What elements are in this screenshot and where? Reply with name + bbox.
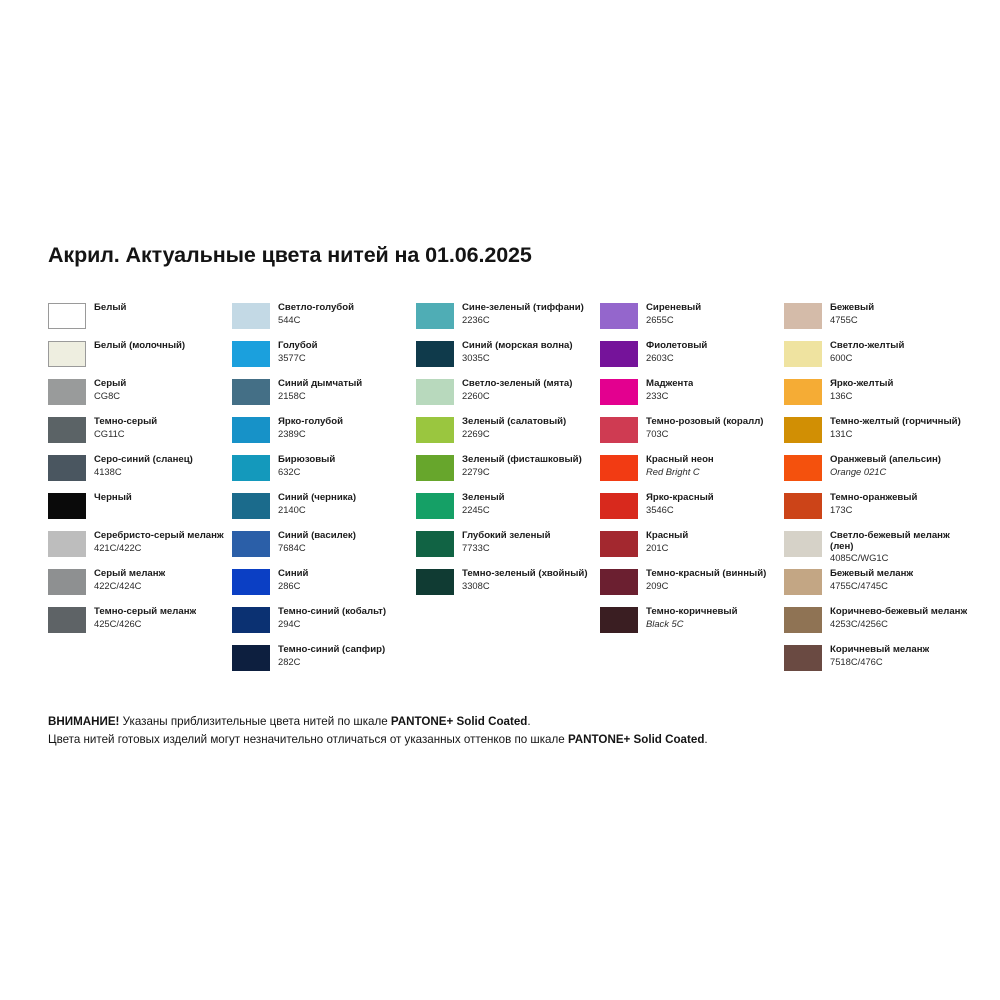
color-labels: [454, 493, 505, 515]
color-labels: [822, 569, 913, 591]
color-column: [416, 303, 600, 683]
color-code: 600C: [830, 351, 853, 363]
color-labels: [86, 379, 126, 401]
color-name: Светло-голубой: [278, 303, 354, 313]
color-name: Ярко-голубой: [278, 417, 343, 427]
color-labels: [86, 569, 165, 591]
color-name: Темно-зеленый (хвойный): [462, 569, 588, 579]
color-swatch-row: [600, 455, 784, 493]
color-name: Черный: [94, 493, 132, 503]
color-code: 136C: [830, 389, 853, 401]
color-swatch-row: [784, 607, 968, 645]
color-chip: [232, 493, 270, 519]
color-name: Серо-синий (сланец): [94, 455, 193, 465]
color-labels: [86, 607, 196, 629]
color-name: Темно-серый меланж: [94, 607, 197, 617]
color-name: Темно-оранжевый: [830, 493, 918, 503]
color-chip: [48, 303, 86, 329]
color-chip: [232, 379, 270, 405]
color-swatch-row: [416, 569, 600, 607]
color-chip: [232, 645, 270, 671]
color-swatch-row: [784, 455, 968, 493]
color-code: CG8C: [94, 389, 121, 401]
color-code: 544C: [278, 313, 301, 325]
color-code: 4755C/4745C: [830, 579, 888, 591]
color-chip: [600, 569, 638, 595]
color-chip: [232, 531, 270, 557]
color-name: Синий (морская волна): [462, 341, 573, 351]
color-swatch-row: [784, 417, 968, 455]
color-chip: [48, 493, 86, 519]
color-name: Коричневый меланж: [830, 645, 930, 655]
color-labels: [822, 341, 904, 363]
color-swatch-row: [600, 303, 784, 341]
color-labels: [270, 455, 335, 477]
color-chip: [600, 341, 638, 367]
color-labels: [454, 341, 573, 363]
color-code: 282C: [278, 655, 301, 667]
color-swatch-row: [784, 493, 968, 531]
color-labels: [270, 341, 318, 363]
color-name: Маджента: [646, 379, 694, 389]
color-swatch-row: [232, 455, 416, 493]
color-labels: [86, 417, 157, 439]
color-labels: [638, 341, 707, 363]
color-name: Сиреневый: [646, 303, 702, 313]
pantone-label-2: PANTONE+ Solid Coated: [567, 732, 705, 746]
color-labels: [454, 569, 588, 591]
footer-line-1-text: Указаны приблизительные цвета нитей по шкале: [119, 715, 391, 728]
color-code: 286C: [278, 579, 301, 591]
color-chip: [784, 379, 822, 405]
color-chip: [600, 417, 638, 443]
color-labels: [638, 569, 766, 591]
page-title: Акрил. Актуальные цвета нитей на 01.06.2025: [48, 243, 532, 267]
color-name: Голубой: [278, 341, 318, 351]
color-code: 3035C: [462, 351, 490, 363]
color-labels: [86, 493, 132, 505]
color-swatch-row: [232, 379, 416, 417]
color-chip: [416, 379, 454, 405]
color-labels: [270, 645, 385, 667]
color-name: Темно-серый: [94, 417, 158, 427]
color-name: Зеленый (фисташковый): [462, 455, 582, 465]
color-labels: [822, 645, 929, 667]
color-name: Ярко-красный: [646, 493, 714, 503]
color-labels: [638, 379, 693, 401]
color-swatch-row: [232, 645, 416, 683]
color-labels: [822, 417, 961, 439]
color-name: Зеленый (салатовый): [462, 417, 567, 427]
color-swatch-row: [600, 531, 784, 569]
color-swatch-row: [48, 607, 232, 645]
color-chip: [416, 417, 454, 443]
color-name: Синий: [278, 569, 309, 579]
color-chip: [416, 493, 454, 519]
color-labels: [270, 303, 354, 325]
color-name: Бежевый меланж: [830, 569, 914, 579]
color-labels: [86, 455, 193, 477]
color-labels: [454, 531, 550, 553]
color-name: Ярко-желтый: [830, 379, 894, 389]
color-swatch-row: [48, 455, 232, 493]
color-swatch-row: [48, 493, 232, 531]
color-swatch-row: [784, 341, 968, 379]
color-name: Синий (черника): [278, 493, 357, 503]
color-code: Red Bright C: [646, 465, 700, 477]
color-column: [600, 303, 784, 683]
color-labels: [638, 417, 764, 439]
color-chip: [232, 341, 270, 367]
color-columns: [48, 303, 968, 683]
color-code: 173C: [830, 503, 853, 515]
color-name: Глубокий зеленый: [462, 531, 551, 541]
footer-line-2: [48, 731, 948, 749]
color-code: 3577C: [278, 351, 306, 363]
color-swatch-row: [784, 379, 968, 417]
color-labels: [86, 531, 224, 553]
color-swatch-row: [232, 569, 416, 607]
color-name: Темно-синий (кобальт): [278, 607, 387, 617]
color-name: Серебристо-серый меланж: [94, 531, 224, 541]
color-labels: [638, 607, 738, 629]
color-swatch-row: [600, 341, 784, 379]
color-swatch-row: [232, 607, 416, 645]
color-swatch-row: [600, 379, 784, 417]
footer-line-2-end: .: [704, 732, 708, 746]
color-swatch-row: [48, 569, 232, 607]
color-labels: [454, 303, 584, 325]
color-swatch-row: [784, 531, 968, 569]
color-swatch-row: [416, 341, 600, 379]
color-chip: [416, 531, 454, 557]
color-swatch-row: [48, 531, 232, 569]
color-code: 7733C: [462, 541, 490, 553]
color-swatch-row: [232, 493, 416, 531]
color-swatch-row: [48, 379, 232, 417]
color-chip: [48, 455, 86, 481]
color-chip: [232, 455, 270, 481]
color-code: 2269C: [462, 427, 490, 439]
color-code: 4085C/WG1C: [830, 552, 889, 564]
color-labels: [638, 455, 714, 477]
color-labels: [822, 379, 893, 401]
color-swatch-row: [600, 417, 784, 455]
color-name: Темно-красный (винный): [646, 569, 767, 579]
color-chip: [600, 607, 638, 633]
color-swatch-row: [416, 303, 600, 341]
color-labels: [86, 303, 126, 315]
color-chip: [416, 341, 454, 367]
color-swatch-row: [48, 303, 232, 341]
color-labels: [270, 607, 386, 629]
color-swatch-row: [600, 607, 784, 645]
color-name: Темно-желтый (горчичный): [830, 417, 961, 427]
color-code: 4253C/4256C: [830, 617, 888, 629]
color-code: 7518C/476C: [830, 655, 883, 667]
color-labels: [270, 569, 308, 591]
footer-line-2-text: Цвета нитей готовых изделий могут незначительно отличаться от указанных оттенков по шкале: [48, 732, 568, 746]
attention-label: ВНИМАНИЕ!: [48, 715, 120, 728]
color-chip: [416, 569, 454, 595]
color-labels: [454, 455, 582, 477]
color-chip: [784, 607, 822, 633]
color-chip: [48, 417, 86, 443]
color-swatch-row: [600, 493, 784, 531]
color-name: Белый (молочный): [94, 341, 186, 351]
color-chip: [600, 531, 638, 557]
color-name: Темно-розовый (коралл): [646, 417, 764, 427]
color-chip: [48, 607, 86, 633]
color-chip: [600, 379, 638, 405]
color-labels: [822, 607, 967, 629]
footer-line-1-end: .: [527, 715, 531, 728]
color-code: 209C: [646, 579, 669, 591]
color-chip: [600, 455, 638, 481]
color-code: 2655C: [646, 313, 674, 325]
color-code: Orange 021C: [830, 465, 887, 477]
color-code: 2245C: [462, 503, 490, 515]
color-chip: [784, 303, 822, 329]
color-swatch-row: [416, 493, 600, 531]
color-labels: [822, 531, 968, 564]
color-labels: [270, 379, 362, 401]
color-name: Светло-желтый: [830, 341, 905, 351]
color-swatch-row: [416, 417, 600, 455]
color-code: 2279C: [462, 465, 490, 477]
color-code: 3308C: [462, 579, 490, 591]
color-chip: [48, 569, 86, 595]
color-labels: [270, 417, 343, 439]
color-labels: [822, 455, 941, 477]
color-labels: [86, 341, 185, 353]
color-chip: [416, 455, 454, 481]
color-labels: [454, 417, 566, 439]
color-swatch-row: [416, 531, 600, 569]
color-name: Фиолетовый: [646, 341, 708, 351]
color-code: 4755C: [830, 313, 858, 325]
color-code: 294C: [278, 617, 301, 629]
color-code: 7684C: [278, 541, 306, 553]
color-labels: [822, 493, 917, 515]
color-code: 632C: [278, 465, 301, 477]
color-name: Красный: [646, 531, 689, 541]
color-name: Светло-зеленый (мята): [462, 379, 573, 389]
color-code: 2158C: [278, 389, 306, 401]
color-code: 233C: [646, 389, 669, 401]
color-labels: [270, 493, 356, 515]
color-swatch-row: [600, 569, 784, 607]
color-swatch-row: [232, 303, 416, 341]
color-code: 425C/426C: [94, 617, 142, 629]
color-chip: [784, 341, 822, 367]
color-chip: [48, 379, 86, 405]
color-name: Светло-бежевый меланж (лен): [830, 531, 950, 552]
color-chip: [784, 493, 822, 519]
color-name: Коричнево-бежевый меланж: [830, 607, 968, 617]
color-swatch-row: [416, 455, 600, 493]
color-chip: [232, 569, 270, 595]
footer-note: [48, 713, 948, 749]
color-name: Белый: [94, 303, 127, 313]
color-swatch-row: [416, 379, 600, 417]
color-swatch-row: [784, 569, 968, 607]
color-swatch-row: [232, 417, 416, 455]
color-code: Black 5C: [646, 617, 684, 629]
color-chip: [232, 607, 270, 633]
pantone-label-1: PANTONE+ Solid Coated: [390, 715, 528, 728]
color-name: Серый меланж: [94, 569, 166, 579]
color-name: Синий (василек): [278, 531, 356, 541]
color-labels: [454, 379, 572, 401]
color-code: 2140C: [278, 503, 306, 515]
color-chip: [784, 569, 822, 595]
color-name: Сине-зеленый (тиффани): [462, 303, 584, 313]
color-name: Синий дымчатый: [278, 379, 363, 389]
color-column: [48, 303, 232, 683]
color-chip: [600, 493, 638, 519]
color-labels: [638, 531, 688, 553]
color-code: 2260C: [462, 389, 490, 401]
color-swatch-row: [232, 531, 416, 569]
color-column: [784, 303, 968, 683]
color-labels: [822, 303, 874, 325]
color-swatch-row: [48, 341, 232, 379]
color-swatch-row: [232, 341, 416, 379]
color-code: 703C: [646, 427, 669, 439]
color-name: Серый: [94, 379, 127, 389]
color-code: 4138C: [94, 465, 122, 477]
color-code: 422C/424C: [94, 579, 142, 591]
color-code: 421C/422C: [94, 541, 142, 553]
color-chip: [232, 303, 270, 329]
color-code: 131C: [830, 427, 853, 439]
color-name: Оранжевый (апельсин): [830, 455, 941, 465]
color-labels: [638, 303, 701, 325]
footer-line-1: [48, 713, 948, 731]
color-labels: [638, 493, 714, 515]
color-name: Бежевый: [830, 303, 875, 313]
color-name: Красный неон: [646, 455, 714, 465]
color-name: Бирюзовый: [278, 455, 336, 465]
color-column: [232, 303, 416, 683]
color-chip: [232, 417, 270, 443]
color-code: CG11C: [94, 427, 125, 439]
color-code: 201C: [646, 541, 669, 553]
color-chip: [784, 645, 822, 671]
color-chip: [784, 455, 822, 481]
color-code: 2389C: [278, 427, 306, 439]
color-code: 2236C: [462, 313, 490, 325]
color-chip: [600, 303, 638, 329]
color-chip: [48, 341, 86, 367]
color-chip: [784, 531, 822, 557]
color-name: Зеленый: [462, 493, 505, 503]
color-name: Темно-синий (сапфир): [278, 645, 386, 655]
color-code: 2603C: [646, 351, 674, 363]
color-chip: [784, 417, 822, 443]
color-swatch-row: [784, 303, 968, 341]
color-code: 3546C: [646, 503, 674, 515]
color-name: Темно-коричневый: [646, 607, 738, 617]
color-swatch-row: [784, 645, 968, 683]
color-labels: [270, 531, 356, 553]
color-chip: [416, 303, 454, 329]
color-chip: [48, 531, 86, 557]
color-swatch-row: [48, 417, 232, 455]
